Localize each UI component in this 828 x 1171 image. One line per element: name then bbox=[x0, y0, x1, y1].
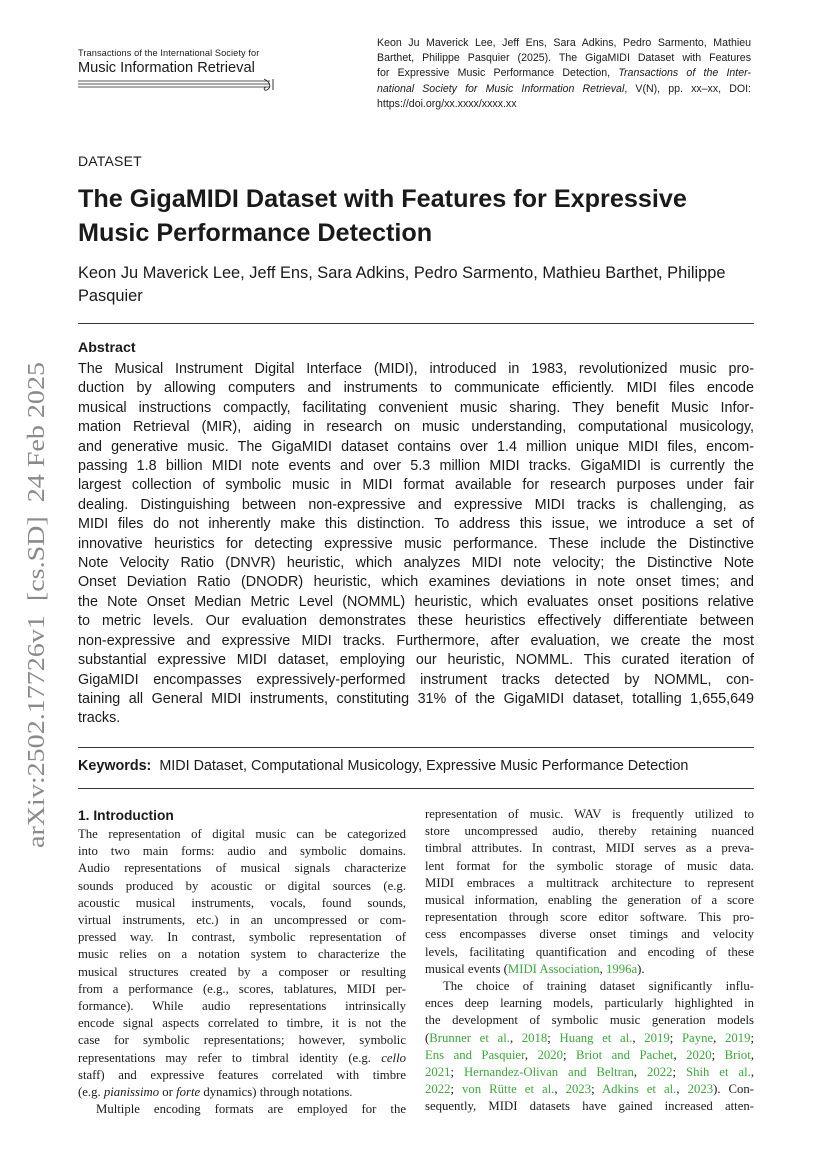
abstract-line: dealing. Distinguishing between non-expressive and expressive MIDI tracks is challenging, as bbox=[78, 496, 754, 513]
abstract-line: innovative heuristics for detecting expressive music performance. These include the Distinctive bbox=[78, 535, 754, 552]
citation-line: Keon Ju Maverick Lee, Jeff Ens, Sara Adkins, Pedro Sarmento, Mathieu bbox=[377, 37, 751, 49]
citation-link[interactable]: 2021 bbox=[425, 1065, 451, 1080]
abstract-text bbox=[78, 360, 754, 729]
body-line: sequently, MIDI datasets have gained increased atten- bbox=[425, 1099, 754, 1114]
citation-link[interactable]: 2019 bbox=[644, 1030, 670, 1045]
body-line: Multiple encoding formats are employed for the bbox=[96, 1102, 406, 1117]
body-line: Ens and Pasquier, 2020; Briot and Pachet, 2020; Briot, bbox=[425, 1047, 755, 1062]
abstract-line: non-expressive and expressive MIDI tracks. Furthermore, after evaluation, we create the most bbox=[78, 632, 754, 649]
body-line: musical events (MIDI Association, 1996a). bbox=[425, 961, 645, 976]
citation-link[interactable]: Shih et al. bbox=[686, 1065, 751, 1080]
body-line: MIDI embraces a multitrack architecture to represent bbox=[425, 875, 754, 890]
citation-line: Barthet, Philippe Pasquier (2025). The GigaMIDI Dataset with Features bbox=[377, 52, 751, 65]
citation-link[interactable]: 2022 bbox=[647, 1065, 673, 1080]
citation-line: national Society for Music Information Retrieval, V(N), pp. xx–xx, DOI: bbox=[377, 82, 751, 95]
abstract-line: musical instructions compactly, facilitating convenient music sharing. They benefit Music Infor- bbox=[78, 399, 754, 416]
abstract-line: The Musical Instrument Digital Interface (MIDI), introduced in 1983, revolutionized music pro- bbox=[78, 361, 754, 377]
section-heading-introduction: 1. Introduction bbox=[78, 808, 174, 823]
abstract-line: the Note Onset Median Metric Level (NOMML) heuristic, which evaluates onset positions relative bbox=[78, 593, 754, 610]
body-line: music relies on a notation system to characterize the bbox=[78, 947, 406, 962]
journal-name-line1: Transactions of the International Society for bbox=[78, 48, 260, 58]
citation-link[interactable]: Briot and Pachet bbox=[575, 1047, 674, 1062]
citation-link[interactable]: Ens and Pasquier bbox=[425, 1047, 525, 1062]
body-line: 2021; Hernandez-Olivan and Beltran, 2022; Shih et al., bbox=[425, 1065, 755, 1080]
body-line: 2022; von Rütte et al., 2023; Adkins et al., 2023). Con- bbox=[425, 1082, 755, 1097]
body-line: Audio representations of musical signals characterize bbox=[78, 861, 406, 876]
body-line: sounds produced by acoustic or digital sources (e.g. bbox=[78, 878, 406, 893]
body-line: into two main forms: audio and symbolic domains. bbox=[78, 844, 406, 859]
citation-link[interactable]: 2020 bbox=[537, 1047, 563, 1062]
citation-block bbox=[377, 36, 751, 112]
abstract-line: and generative music. The GigaMIDI dataset contains over 1.4 million unique MIDI files, encom- bbox=[78, 438, 754, 455]
divider bbox=[78, 788, 754, 789]
body-line: The choice of training dataset significantly influ- bbox=[443, 979, 754, 994]
keywords-label: Keywords: bbox=[78, 758, 152, 774]
abstract-line: to metric levels. Our evaluation demonstrates these heuristics effectively differentiate between bbox=[78, 613, 754, 630]
body-line: from a performance (e.g., scores, tablatures, MIDI per- bbox=[78, 981, 406, 996]
journal-name-line2: Music Information Retrieval bbox=[78, 60, 255, 76]
citation-link[interactable]: 2023 bbox=[687, 1082, 714, 1097]
body-line: representation of music. WAV is frequently utilized to bbox=[425, 807, 754, 821]
author-list: Keon Ju Maverick Lee, Jeff Ens, Sara Adkins, Pedro Sarmento, Mathieu Barthet, Philippe Pasquier bbox=[78, 264, 726, 305]
arxiv-stamp bbox=[20, 360, 52, 850]
body-line: staff) and expressive features correlated with timbre bbox=[78, 1067, 406, 1082]
citation-link[interactable]: 1996a bbox=[605, 961, 638, 976]
body-line: representation through score editor software. This pro- bbox=[425, 910, 754, 925]
body-line: store uncompressed audio, thereby retaining nuanced bbox=[425, 824, 754, 839]
abstract-line: Onset Deviation Ratio (DNODR) heuristic, which examines deviations in note onset times; and bbox=[78, 574, 754, 591]
body-line: The representation of digital music can be categorized bbox=[78, 827, 406, 841]
body-line: lent format for the symbolic storage of music data. bbox=[425, 858, 754, 873]
left-column bbox=[78, 806, 406, 1118]
right-column bbox=[425, 806, 754, 1116]
citation-link[interactable]: 2023 bbox=[565, 1082, 592, 1097]
keywords-line bbox=[78, 757, 754, 776]
abstract-line: largest collection of symbolic music in MIDI format available for research purposes under fair bbox=[78, 477, 754, 494]
arxiv-stamp-text: arXiv:2502.17726v1 [cs.SD] 24 Feb 2025 bbox=[23, 423, 50, 848]
citation-link[interactable]: Hernandez-Olivan and Beltran bbox=[463, 1065, 634, 1080]
logo-staff-line-icon bbox=[78, 78, 278, 92]
abstract-line: Note Velocity Ratio (DNVR) heuristic, which analyzes MIDI note velocity; the Distinctive Note bbox=[78, 555, 754, 572]
citation-link[interactable]: Adkins et al. bbox=[601, 1082, 677, 1097]
citation-line: for Expressive Music Performance Detection, Transactions of the Inter- bbox=[377, 67, 751, 80]
divider bbox=[78, 323, 754, 324]
body-line: representations may refer to timbral identity (e.g. cello bbox=[78, 1050, 406, 1065]
citation-link[interactable]: Briot bbox=[724, 1047, 751, 1062]
citation-line: https://doi.org/xx.xxxx/xxxx.xx bbox=[377, 97, 517, 110]
abstract-line: taining all General MIDI instruments, constituting 31% of the GigaMIDI dataset, totalling 1,655,649 bbox=[78, 690, 754, 707]
citation-link[interactable]: MIDI Association bbox=[507, 961, 600, 976]
body-line: musical information, enabling the generation of a score bbox=[425, 893, 754, 908]
citation-link[interactable]: 2020 bbox=[686, 1047, 712, 1062]
abstract-line: duction by allowing computers and instruments to communicate efficiently. MIDI files encode bbox=[78, 380, 754, 397]
body-line: levels, facilitating quantification and encoding of these bbox=[425, 944, 754, 959]
citation-link[interactable]: von Rütte et al. bbox=[462, 1082, 555, 1097]
body-line: virtual instruments, etc.) in an uncompressed or com- bbox=[78, 913, 406, 928]
body-line: case for symbolic representations; however, symbolic bbox=[78, 1033, 406, 1048]
body-line: the development of symbolic music generation models bbox=[425, 1013, 754, 1028]
citation-link[interactable]: Brunner et al. bbox=[429, 1030, 510, 1045]
paper-title: The GigaMIDI Dataset with Features for Expressive Music Performance Detection bbox=[78, 185, 687, 247]
body-line: formance). While audio representations intrinsically bbox=[78, 999, 406, 1014]
body-line: cess encompasses diverse onset timings and velocity bbox=[425, 927, 754, 942]
right-column-text bbox=[425, 806, 754, 1116]
body-line: acoustic musical instruments, vocals, found sounds, bbox=[78, 895, 406, 910]
abstract-line: MIDI files do not inherently make this distinction. To address this issue, we introduce a set of bbox=[78, 516, 754, 533]
abstract-heading: Abstract bbox=[78, 340, 136, 356]
body-line: pressed way. In contrast, symbolic representation of bbox=[78, 930, 406, 945]
citation-link[interactable]: 2022 bbox=[425, 1082, 451, 1097]
body-line: encode signal aspects correlated to timbre, it is not the bbox=[78, 1016, 406, 1031]
citation-link[interactable]: 2019 bbox=[724, 1030, 751, 1045]
abstract-line: tracks. bbox=[78, 710, 121, 727]
abstract-line: GigaMIDI encompasses expressively-performed instrument tracks detected by NOMML, con- bbox=[78, 671, 754, 688]
body-line: (Brunner et al., 2018; Huang et al., 2019; Payne, 2019; bbox=[425, 1030, 754, 1045]
body-line: timbral attributes. In contrast, MIDI serves as a preva- bbox=[425, 841, 754, 856]
left-column-text bbox=[78, 826, 406, 1118]
citation-link[interactable]: Payne bbox=[681, 1030, 714, 1045]
citation-link[interactable]: 2018 bbox=[521, 1030, 548, 1045]
section-label: DATASET bbox=[78, 153, 142, 169]
abstract-line: passing 1.8 billion MIDI note events and over 5.3 million MIDI tracks. GigaMIDI is currently the bbox=[78, 458, 754, 475]
keywords-list: MIDI Dataset, Computational Musicology, Expressive Music Performance Detection bbox=[159, 758, 689, 774]
abstract-line: mation Retrieval (MIR), aiding in research on music understanding, computational musicology, bbox=[78, 419, 754, 436]
body-line: musical structures created by a composer or resulting bbox=[78, 964, 406, 979]
citation-link[interactable]: Huang et al. bbox=[559, 1030, 633, 1045]
body-line: ences deep learning models, particularly highlighted in bbox=[425, 996, 754, 1011]
body-line: (e.g. pianissimo or forte dynamics) through notations. bbox=[78, 1085, 353, 1100]
abstract-line: substantial expressive MIDI dataset, employing our heuristic, NOMML. This curated iteration of bbox=[78, 652, 754, 669]
journal-logo bbox=[78, 48, 283, 92]
divider bbox=[78, 747, 754, 748]
